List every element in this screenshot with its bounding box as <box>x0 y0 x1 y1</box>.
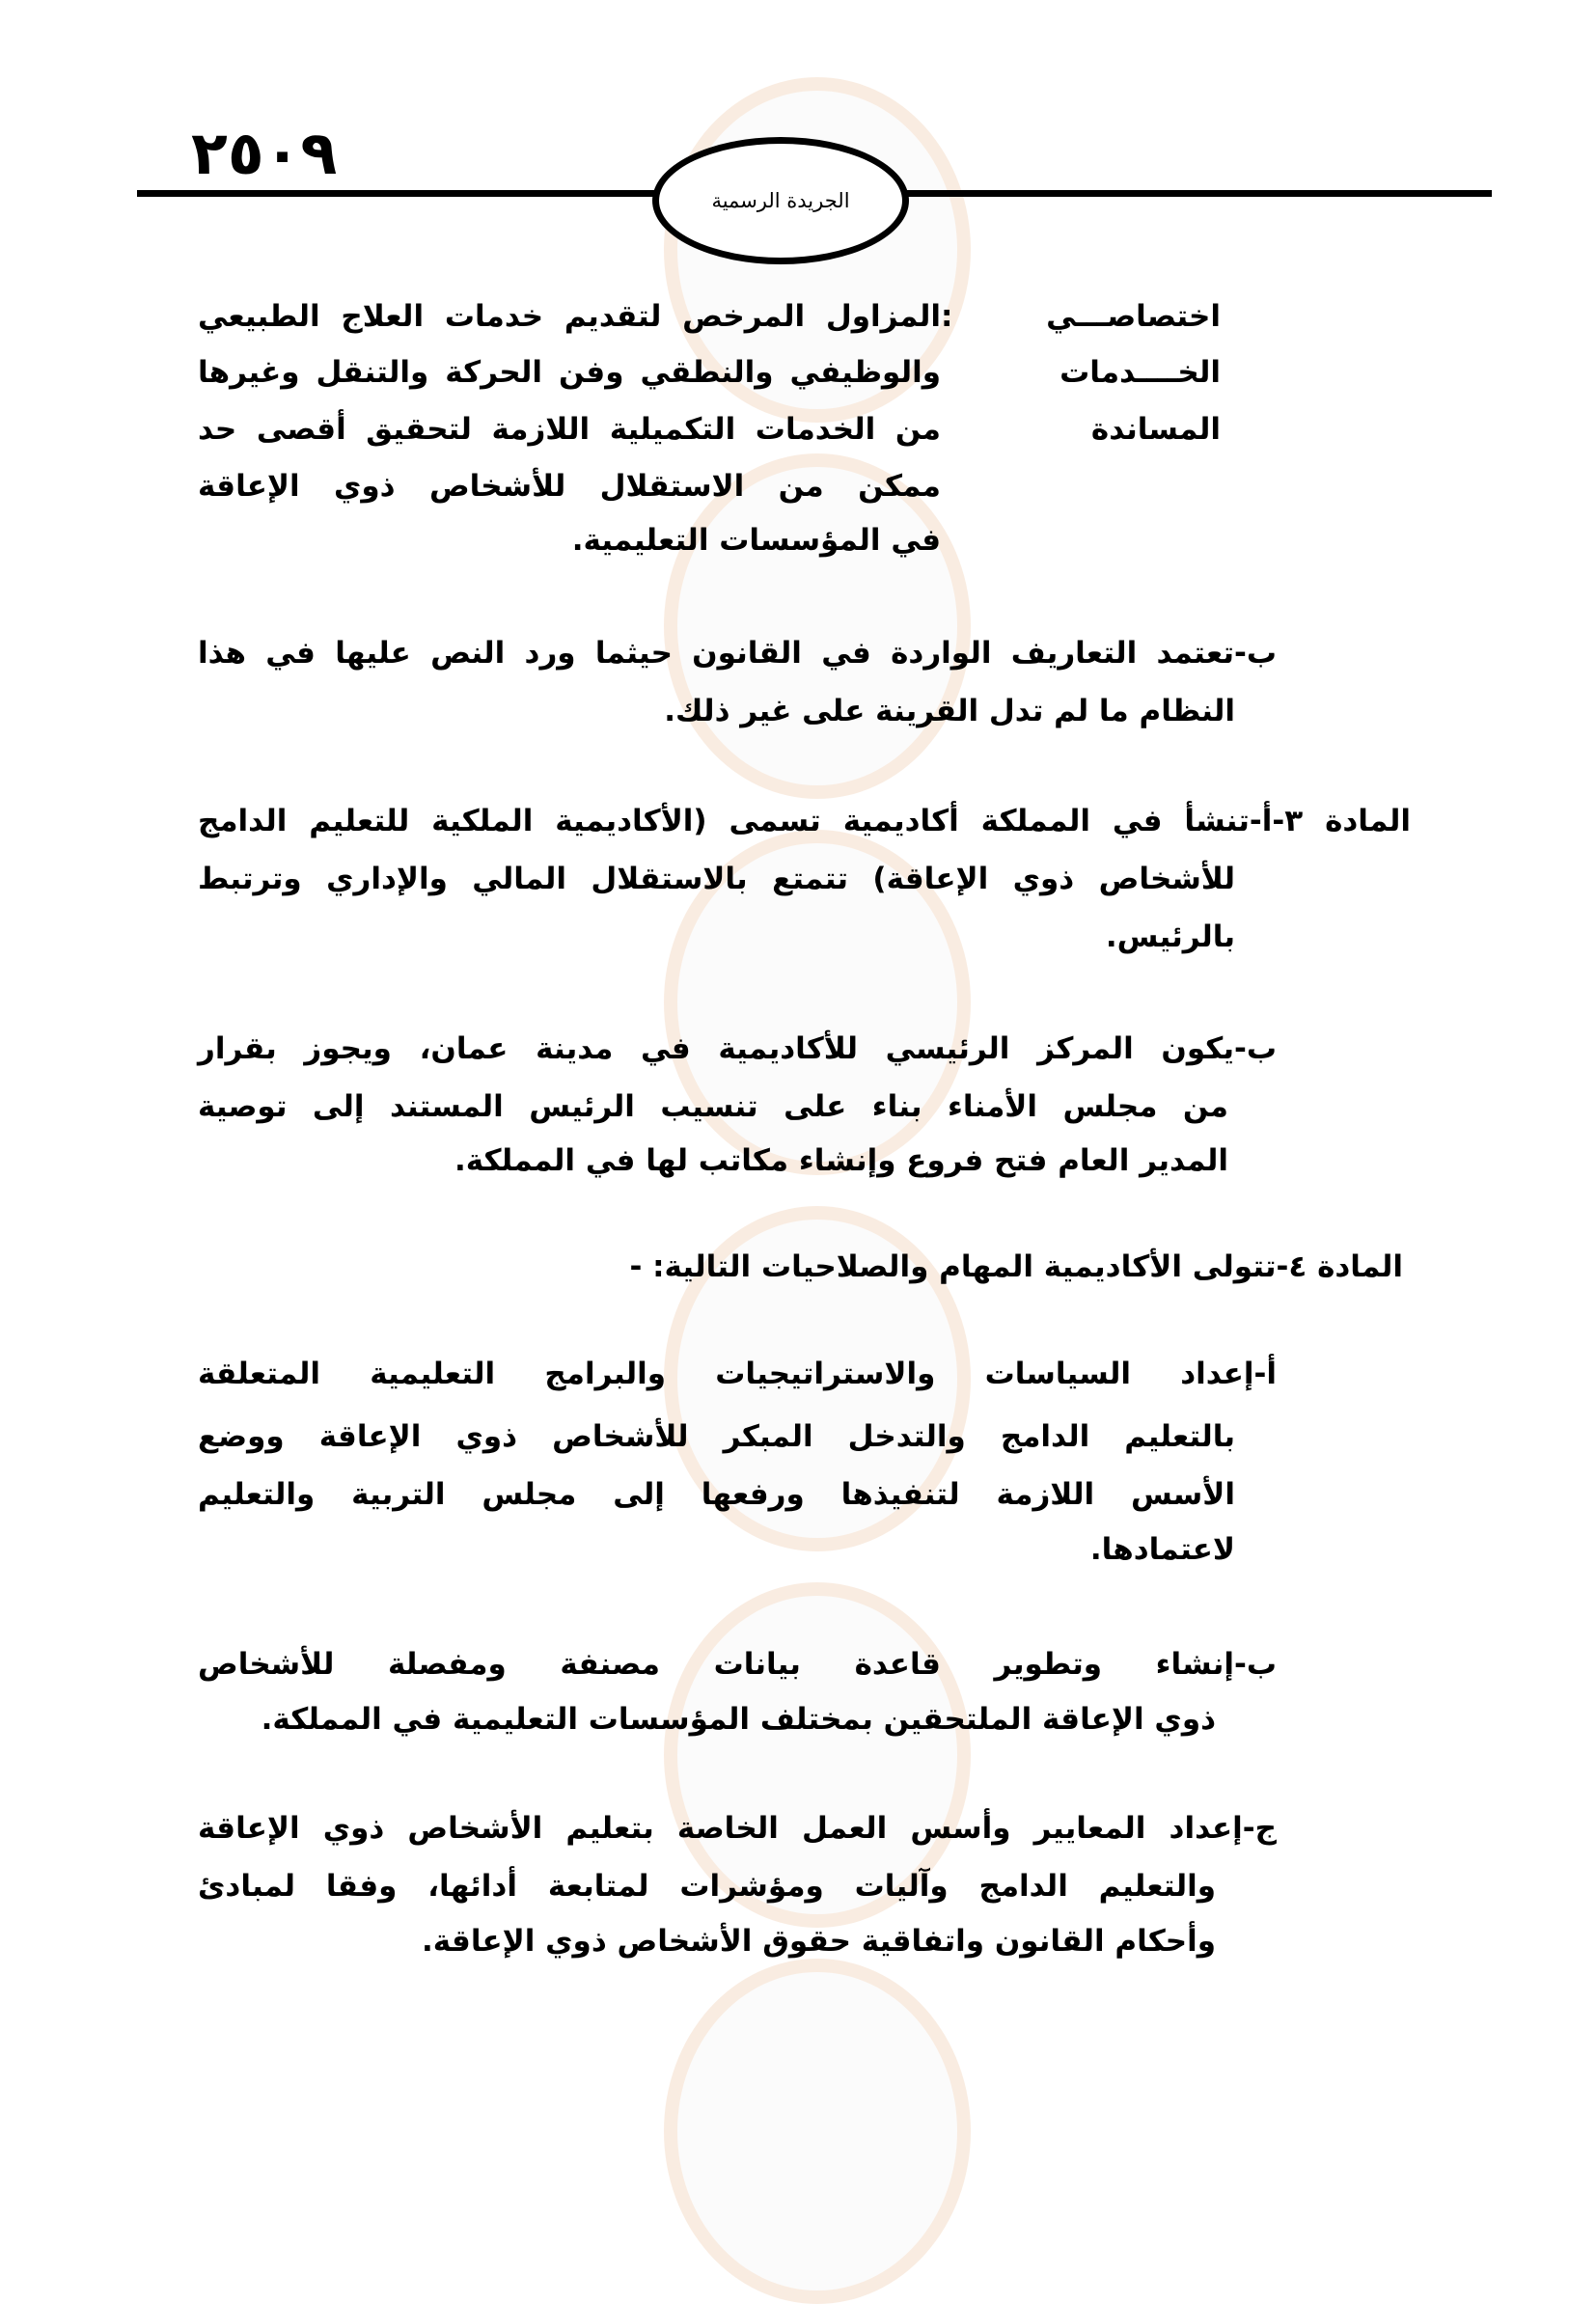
definition-term: اختصاصـــي : <box>941 299 1221 334</box>
watermark-clock-icon <box>664 1959 971 2304</box>
article3-a-line: المادة ٣-أ-تنشأ في المملكة أكاديمية تسمى (الأكاديمية الملكية للتعليم الدامج <box>198 804 1411 838</box>
definition-text-line: من الخدمات التكميلية اللازمة لتحقيق أقصى حد <box>198 412 941 447</box>
definition-text-line: ممكن من الاستقلال للأشخاص ذوي الإعاقة <box>198 469 941 504</box>
paragraph-b-line: النظام ما لم تدل القرينة على غير ذلك. <box>664 694 1235 728</box>
article4-a-line: لاعتمادها. <box>1089 1532 1235 1567</box>
definition-term: الخــــدمات <box>1059 355 1221 390</box>
article4-c-line: والتعليم الدامج وآليات ومؤشرات لمتابعة أدائها، وفقا لمبادئ <box>198 1869 1216 1904</box>
page-number: ٢٥٠٩ <box>191 118 338 188</box>
article4-c-line: ج-إعداد المعايير وأسس العمل الخاصة بتعليم الأشخاص ذوي الإعاقة <box>198 1811 1277 1846</box>
gazette-title: الجريدة الرسمية <box>711 189 850 212</box>
article3-b-line: المدير العام فتح فروع وإنشاء مكاتب لها في المملكة. <box>454 1143 1228 1178</box>
article3-a-line: بالرئيس. <box>1105 919 1235 954</box>
definition-text-line: والوظيفي والنطقي وفن الحركة والتنقل وغيرها <box>198 355 941 390</box>
article4-a-line: الأسس اللازمة لتنفيذها ورفعها إلى مجلس التربية والتعليم <box>198 1477 1235 1512</box>
paragraph-b-line: ب-تعتمد التعاريف الواردة في القانون حيثما ورد النص عليها في هذا <box>198 636 1277 671</box>
article3-b-line: ب-يكون المركز الرئيسي للأكاديمية في مدينة عمان، ويجوز بقرار <box>198 1031 1277 1066</box>
article4-a-line: بالتعليم الدامج والتدخل المبكر للأشخاص ذوي الإعاقة ووضع <box>198 1419 1235 1454</box>
definition-term: المساندة <box>1090 412 1221 447</box>
article3-b-line: من مجلس الأمناء بناء على تنسيب الرئيس المستند إلى توصية <box>198 1089 1228 1124</box>
article3-a-line: للأشخاص ذوي الإعاقة) تتمتع بالاستقلال المالي والإداري وترتبط <box>198 862 1235 896</box>
definition-text-line: في المؤسسات التعليمية. <box>571 523 941 558</box>
article4-b-line: ب-إنشاء وتطوير قاعدة بيانات مصنفة ومفصلة للأشخاص <box>198 1647 1277 1682</box>
article4-a-line: أ-إعداد السياسات والاستراتيجيات والبرامج التعليمية المتعلقة <box>198 1357 1277 1391</box>
article4-heading: المادة ٤-تتولى الأكاديمية المهام والصلاحيات التالية: - <box>629 1249 1403 1284</box>
definition-text-line: المزاول المرخص لتقديم خدمات العلاج الطبيعي <box>198 299 941 334</box>
article4-b-line: ذوي الإعاقة الملتحقين بمختلف المؤسسات التعليمية في المملكة. <box>261 1702 1216 1737</box>
article4-c-line: وأحكام القانون واتفاقية حقوق الأشخاص ذوي الإعاقة. <box>421 1924 1216 1959</box>
